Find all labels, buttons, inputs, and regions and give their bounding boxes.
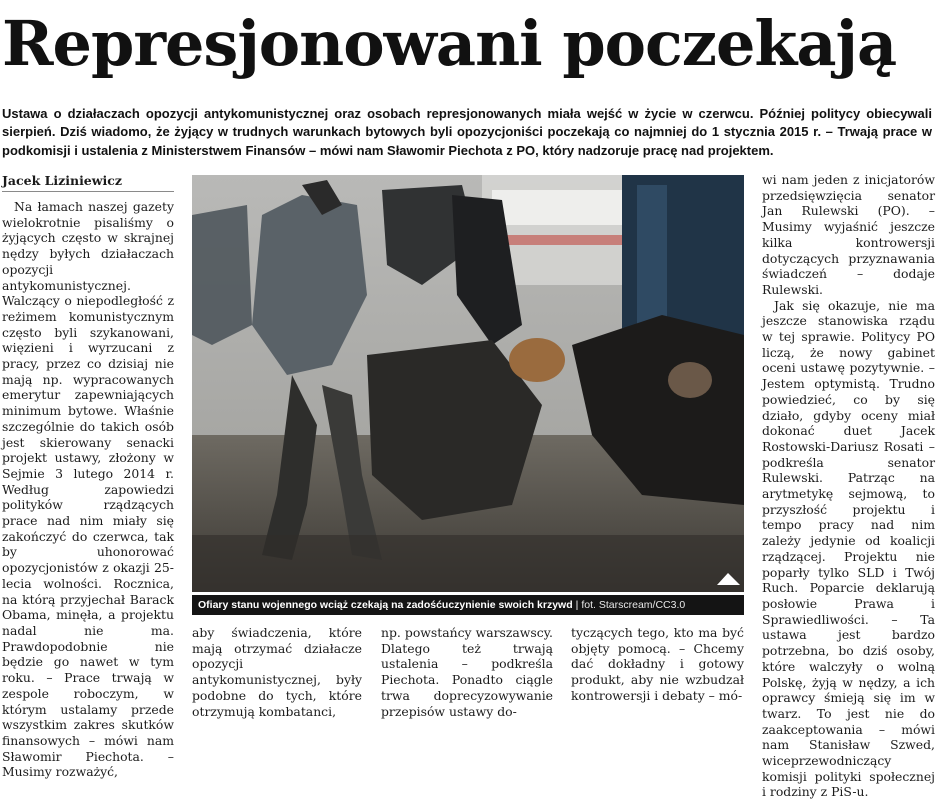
riot-scene-photo (192, 175, 744, 592)
headline: Represjonowani poczekają (2, 7, 897, 80)
text-column-1 (2, 199, 174, 780)
text-column-3 (381, 625, 553, 719)
photo-caption (192, 595, 744, 615)
caption-text: Ofiary stanu wojennego wciąż czekają na zadośćuczynienie swoich krzywd (198, 599, 573, 611)
column-3-paragraph: np. powstańcy warszawscy. Dlatego też trwają ustalenia – podkreśla Piechota. Ponadto ciągle trwa doprecyzowywanie przepisów ustawy do- (381, 625, 553, 719)
column-1-paragraph: Na łamach naszej gazety wielokrotnie pisaliśmy o żyjących często w skrajnej nędzy byłych działaczach opozycji antykomunistycznej. Walczący o niepodległość z reżimem komunistycznym często byli szykanowani, więzieni i wyrzucani z pracy, przez co dzisiaj nie mają np. wypracowanych emerytur zapewniających minimum bytowe. Właśnie szczególnie do takich osób jest skierowany senacki projekt ustawy, złożony w Sejmie 3 lutego 2014 r. Według zapowiedzi polityków rządzących prace nad nim miały się zakończyć do czerwca, tak by uhonorować opozycjonistów z okazji 25-lecia wolności. Rocznica, na którą przyjechał Barack Obama, minęła, a projektu nadal nie ma. Prawdopodobnie nie będzie go nawet w tym roku. – Prace trwają w zespole roboczym, w którym ustalamy przede wszystkim zakres skutków finansowych – mówi nam Sławomir Piechota. – Musimy rozważyć, (2, 199, 174, 780)
column-5-paragraph-2: Jak się okazuje, nie ma jeszcze stanowiska rządu w tej sprawie. Politycy PO liczą, że nowy gabinet oceni ustawę pozytywnie. – Jestem optymistą. Trudno powiedzieć, co by się działo, gdyby oceny miał dokonać duet Jacek Rostowski-Dariusz Rosati – podkreśla senator Rulewski. Patrząc na arytmetykę sejmową, to przyszłość projektu i tempo pracy nad nim zależy jedynie od koalicji rządzącej. Projektu nie poparły tylko SLD i Twój Ruch. Poparcie deklarują posłowie Prawa i Sprawiedliwości. – Ta ustawa jest bardzo potrzebna, bo dziś osoby, które walczyły o wolną Polskę, żyją w nędzy, a ich oprawcy śmieją się im w twarz. To jest nie do zaakceptowania – mówi nam Stanisław Szwed, wiceprzewodniczący komisji polityki społecznej i rodziny z PiS-u. (762, 297, 935, 800)
text-column-2 (192, 625, 362, 719)
column-5-paragraph-1: wi nam jeden z inicjatorów przedsięwzięcia senator Jan Rulewski (PO). – Musimy wyjaśnić jeszcze kilka kontrowersji dotyczących przyznawania świadczeń – dodaje Rulewski. (762, 172, 935, 297)
lead-paragraph: Ustawa o działaczach opozycji antykomunistycznej oraz osobach represjonowanych miała wejść w życie w czerwcu. Później politycy obiecywali sierpień. Dziś wiadomo, że żyjący w trudnych warunkach bytowych byli opozycjoniści poczekają co najmniej do 1 stycznia 2015 r. – Trwają prace w podkomisji i ustalenia z Ministerstwem Finansów – mówi nam Sławomir Piechota z PO, który nadzoruje pracę nad projektem. (2, 106, 932, 158)
article-photo (192, 175, 744, 592)
column-2-paragraph: aby świadczenia, które mają otrzymać działacze opozycji antykomunistycznej, były podobne do tych, które otrzymują kombatanci, (192, 625, 362, 719)
text-column-4 (571, 625, 744, 705)
byline: Jacek Liziniewicz (2, 172, 174, 192)
text-column-5 (762, 172, 935, 800)
photo-credit: fot. Starscream/CC3.0 (581, 599, 686, 611)
caption-separator: | (575, 599, 579, 611)
column-4-paragraph: tyczących tego, kto ma być objęty pomocą. – Chcemy dać dokładny i gotowy produkt, aby nie wzbudzał kontrowersji i debaty – mó- (571, 625, 744, 703)
